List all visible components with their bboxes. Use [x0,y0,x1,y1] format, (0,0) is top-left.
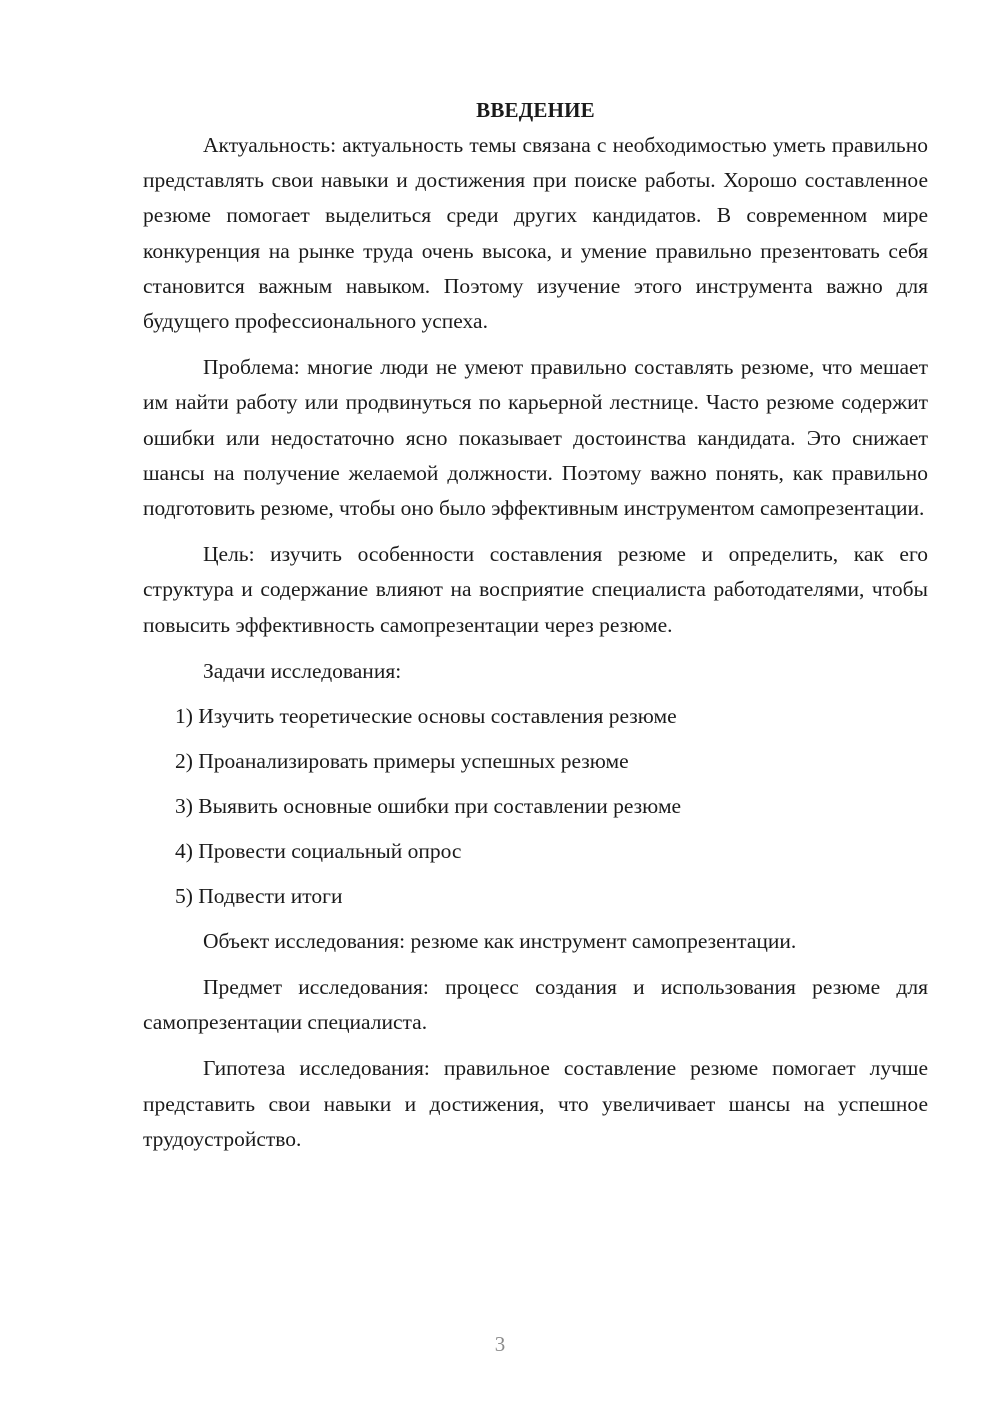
tasks-heading: Задачи исследования: [203,658,402,683]
task-item: 5) Подвести итоги [175,883,343,908]
page-title: ВВЕДЕНИЕ [476,98,595,122]
task-item: 3) Выявить основные ошибки при составлении резюме [175,793,682,818]
object-paragraph: Объект исследования: резюме как инструмент самопрезентации. [203,928,797,953]
document-page [143,92,928,1157]
relevance-paragraph: Актуальность: актуальность темы связана с необходимостью уметь правильно представлять свои навыки и достижения при поиске работы. Хорошо составленное резюме помогает выделиться среди других кандидатов. В современном мире конкуренция на рынке труда очень высока, и умение правильно презентовать себя становится важным навыком. Поэтому изучение этого инструмента важно для будущего профессионального успеха. [143,133,928,334]
task-item: 4) Провести социальный опрос [175,838,462,863]
subject-paragraph: Предмет исследования: процесс создания и использования резюме для самопрезентации специалиста. [143,975,928,1035]
goal-paragraph: Цель: изучить особенности составления резюме и определить, как его структура и содержание влияют на восприятие специалиста работодателями, чтобы повысить эффективность самопрезентации через резюме. [143,542,928,637]
task-item: 2) Проанализировать примеры успешных резюме [175,748,629,773]
task-item: 1) Изучить теоретические основы составления резюме [175,703,677,728]
hypothesis-paragraph: Гипотеза исследования: правильное составление резюме помогает лучше представить свои навыки и достижения, что увеличивает шансы на успешное трудоустройство. [143,1056,928,1151]
page-number: 3 [494,1332,506,1356]
tasks-list [143,699,928,914]
problem-paragraph: Проблема: многие люди не умеют правильно составлять резюме, что мешает им найти работу или продвинуться по карьерной лестнице. Часто резюме содержит ошибки или недостаточно ясно показывает достоинства кандидата. Это снижает шансы на получение желаемой должности. Поэтому важно понять, как правильно подготовить резюме, чтобы оно было эффективным инструментом самопрезентации. [143,355,928,521]
